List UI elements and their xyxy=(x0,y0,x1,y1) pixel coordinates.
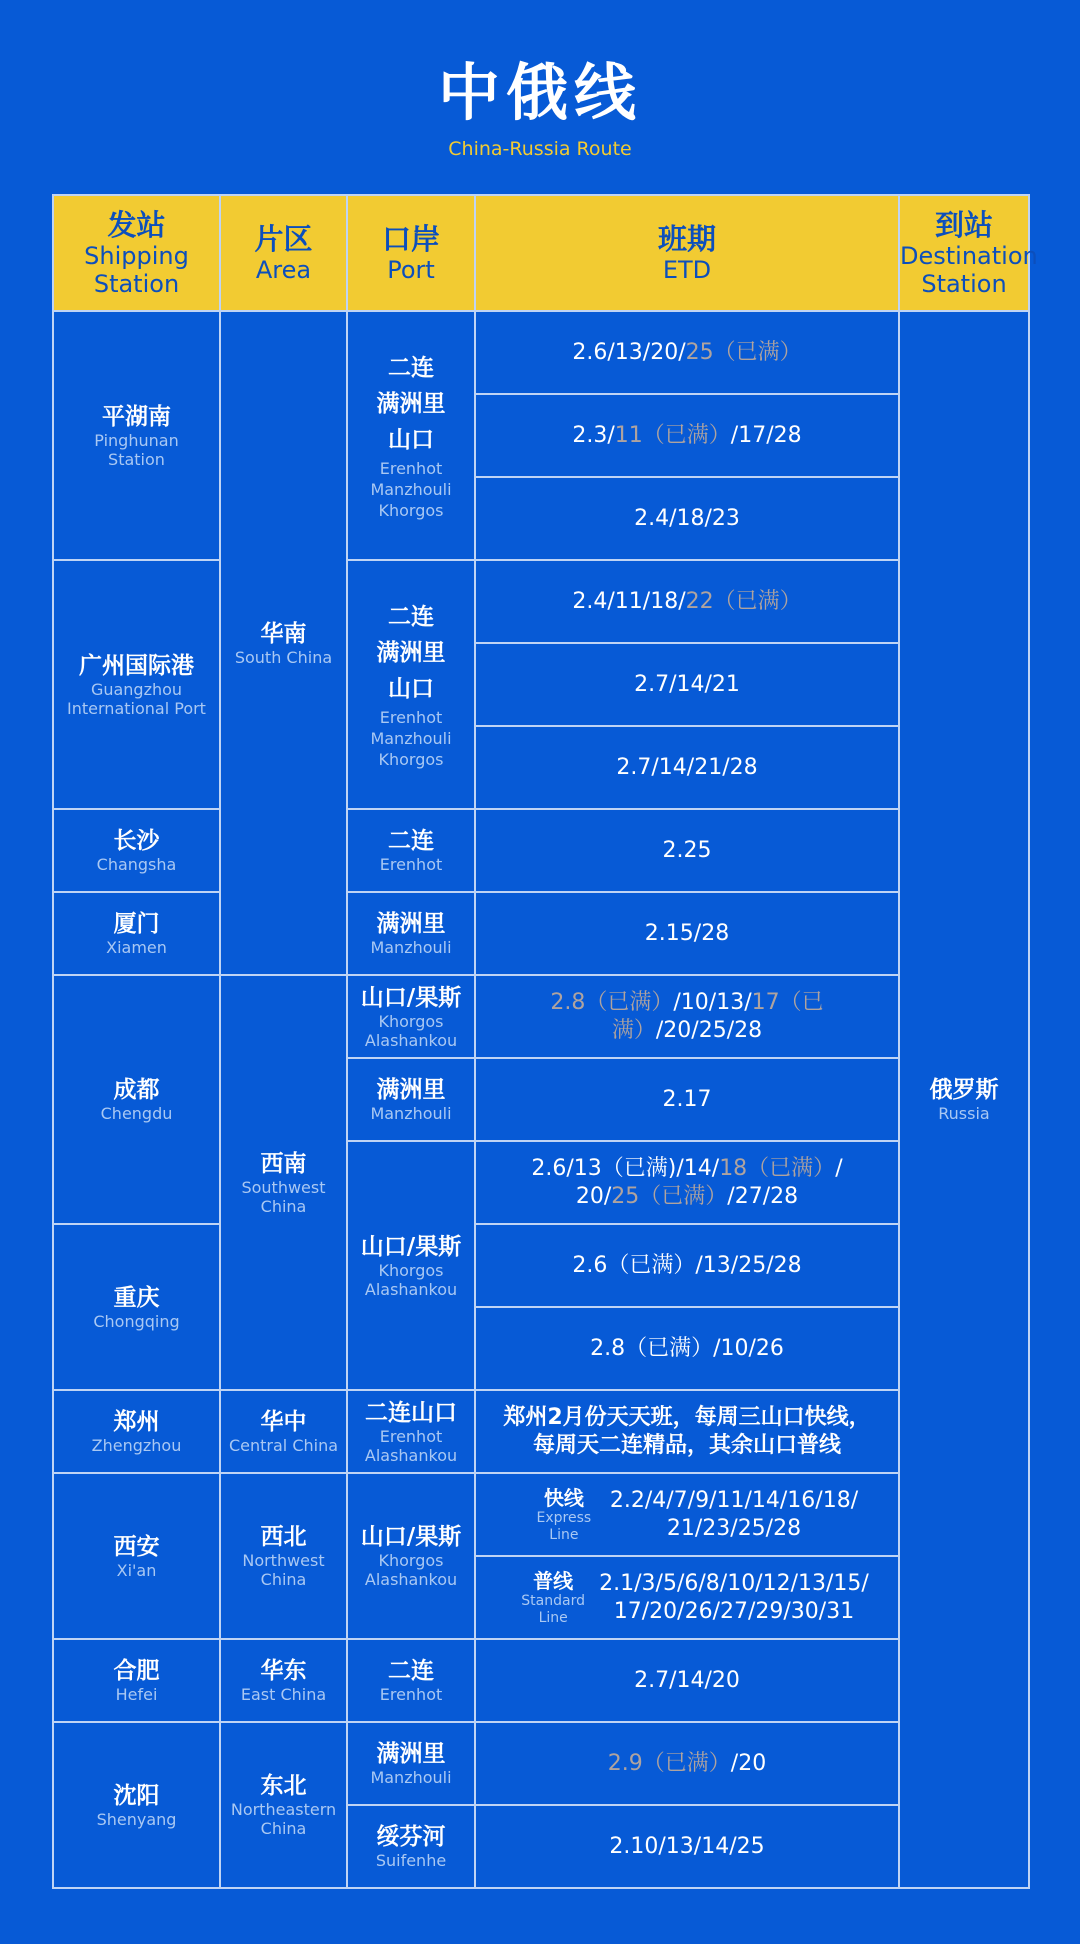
etd-cell: 2.6（已满）/13/25/28 xyxy=(475,1224,899,1307)
port-cell: 满洲里 Manzhouli xyxy=(347,1722,475,1805)
station-cell: 成都 Chengdu xyxy=(53,975,220,1224)
etd-cell: 2.15/28 xyxy=(475,892,899,975)
port-cell: 二连 Erenhot xyxy=(347,809,475,892)
port-cell: 山口/果斯 Khorgos Alashankou xyxy=(347,975,475,1058)
area-cell: 华中 Central China xyxy=(220,1390,347,1473)
station-cell: 合肥 Hefei xyxy=(53,1639,220,1722)
area-cell: 东北 Northeastern China xyxy=(220,1722,347,1888)
etd-cell: 2.7/14/21/28 xyxy=(475,726,899,809)
port-cell: 二连山口 Erenhot Alashankou xyxy=(347,1390,475,1473)
etd-cell: 2.7/14/20 xyxy=(475,1639,899,1722)
area-cell: 华南 South China xyxy=(220,311,347,975)
port-cell: 山口/果斯 Khorgos Alashankou xyxy=(347,1141,475,1390)
table-row xyxy=(53,892,1029,975)
station-cell: 厦门 Xiamen xyxy=(53,892,220,975)
table-row xyxy=(53,1473,1029,1556)
station-cell: 重庆 Chongqing xyxy=(53,1224,220,1390)
header-station: 发站 Shipping Station xyxy=(53,195,220,311)
area-cell: 西南 Southwest China xyxy=(220,975,347,1390)
station-cell: 平湖南 Pinghunan Station xyxy=(53,311,220,560)
full-tag: 2.8（已满） xyxy=(550,989,674,1015)
etd-cell: 2.4/18/23 xyxy=(475,477,899,560)
table-row xyxy=(53,560,1029,643)
table-row xyxy=(53,1390,1029,1473)
schedule-table xyxy=(52,194,1038,1889)
port-cell: 山口/果斯 Khorgos Alashankou xyxy=(347,1473,475,1639)
etd-cell: 2.4/11/18/22（已满） xyxy=(475,560,899,643)
area-cell: 华东 East China xyxy=(220,1639,347,1722)
page-title: 中俄线 xyxy=(437,56,642,129)
port-cell: 绥芬河 Suifenhe xyxy=(347,1805,475,1888)
port-cell: 满洲里 Manzhouli xyxy=(347,1058,475,1141)
full-tag: 25（已满） xyxy=(611,1183,728,1209)
etd-cell xyxy=(475,1556,899,1639)
port-cell: 二连 满洲里 山口 Erenhot Manzhouli Khorgos xyxy=(347,560,475,809)
etd-cell: 2.8（已满）/10/13/17（已满）/20/25/28 xyxy=(475,975,899,1058)
full-tag: 17（已满） xyxy=(611,989,824,1043)
line-type-label: 普线 Standard Line xyxy=(521,1568,585,1626)
header-area: 片区 Area xyxy=(220,195,347,311)
header-port: 口岸 Port xyxy=(347,195,475,311)
etd-cell: 2.10/13/14/25 xyxy=(475,1805,899,1888)
line-dates: 2.2/4/7/9/11/14/16/18/ 21/23/25/28 xyxy=(609,1487,859,1541)
etd-cell: 2.7/14/21 xyxy=(475,643,899,726)
full-tag: 11（已满） xyxy=(614,422,731,448)
full-tag: 18（已满） xyxy=(719,1155,836,1181)
etd-cell: 2.6/13/20/25（已满） xyxy=(475,311,899,394)
area-cell: 西北 Northwest China xyxy=(220,1473,347,1639)
port-cell: 满洲里 Manzhouli xyxy=(347,892,475,975)
station-cell: 广州国际港 Guangzhou International Port xyxy=(53,560,220,809)
station-cell: 长沙 Changsha xyxy=(53,809,220,892)
table-row xyxy=(53,1639,1029,1722)
page-subtitle: China-Russia Route xyxy=(448,138,632,160)
header-etd: 班期 ETD xyxy=(475,195,899,311)
etd-cell: 郑州2月份天天班，每周三山口快线， 每周天二连精品，其余山口普线 xyxy=(475,1390,899,1473)
etd-cell: 2.17 xyxy=(475,1058,899,1141)
page-header xyxy=(0,0,1080,160)
port-cell: 二连 满洲里 山口 Erenhot Manzhouli Khorgos xyxy=(347,311,475,560)
header-destination: 到站 Destination Station xyxy=(899,195,1029,311)
station-cell: 郑州 Zhengzhou xyxy=(53,1390,220,1473)
etd-cell xyxy=(475,1473,899,1556)
full-tag: 22（已满） xyxy=(685,588,802,614)
full-tag: 2.9（已满） xyxy=(607,1750,731,1776)
station-cell: 西安 Xi'an xyxy=(53,1473,220,1639)
port-cell: 二连 Erenhot xyxy=(347,1639,475,1722)
destination-cell: 俄罗斯 Russia xyxy=(899,311,1029,1888)
table-row xyxy=(53,1224,1029,1307)
line-type-label: 快线 Express Line xyxy=(536,1485,592,1543)
table-header-row xyxy=(53,195,1029,311)
station-cell: 沈阳 Shenyang xyxy=(53,1722,220,1888)
line-dates: 2.1/3/5/6/8/10/12/13/15/ 17/20/26/27/29/30/31 xyxy=(599,1570,869,1624)
table-row xyxy=(53,1722,1029,1805)
etd-cell: 2.8（已满）/10/26 xyxy=(475,1307,899,1390)
table-row xyxy=(53,975,1029,1058)
full-tag: 25（已满） xyxy=(685,339,802,365)
table-row xyxy=(53,311,1029,394)
etd-cell: 2.25 xyxy=(475,809,899,892)
etd-cell: 2.6/13（已满)/14/18（已满）/ 20/25（已满）/27/28 xyxy=(475,1141,899,1224)
table-row xyxy=(53,809,1029,892)
etd-cell: 2.9（已满）/20 xyxy=(475,1722,899,1805)
etd-cell: 2.3/11（已满）/17/28 xyxy=(475,394,899,477)
